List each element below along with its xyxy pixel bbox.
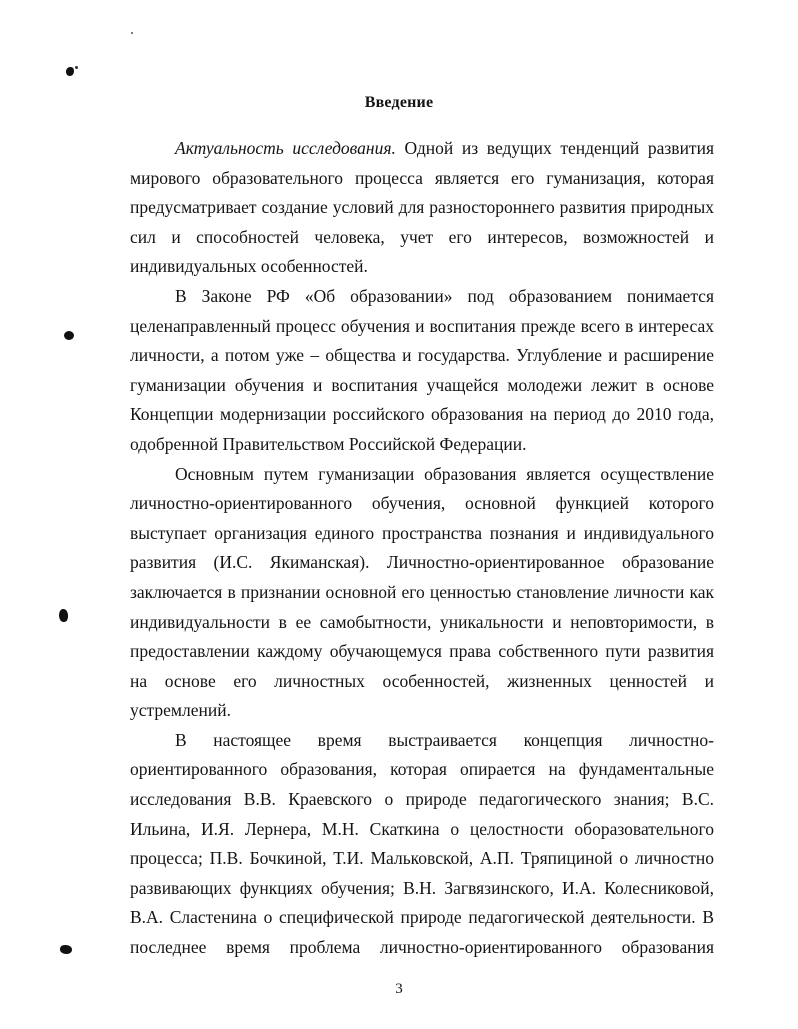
relevance-lead-italic: Актуальность исследования. (175, 138, 396, 158)
paragraph-law: В Законе РФ «Об образовании» под образованием понимается целенаправленный процесс обучения и воспитания прежде всего в интересах личности, а потом уже – общества и государства. Углубление и расширение гуманизации обучения и воспитания учащейся молодежи лежит в основе Концепции модернизации российского образования на период до 2010 года, одобренной Правительством Российской Федерации. (130, 285, 714, 454)
page-number: 3 (395, 981, 403, 997)
binding-hole-mark-1 (66, 67, 74, 76)
binding-hole-mark-3 (59, 609, 68, 622)
paragraph-text: Одной из ведущих тенденций развития мирового образовательного процесса является его гуманизация, которая предусматривает создание условий для разностороннего развития природных сил и способностей человека, учет его интересов, возможностей и индивидуальных особенностей. (130, 138, 714, 277)
scan-mark-top (131, 32, 133, 34)
binding-hole-mark-1b (75, 66, 78, 69)
binding-hole-mark-2 (64, 331, 74, 340)
paragraph-relevance (130, 134, 714, 282)
section-title: Введение (364, 94, 434, 111)
paragraph-main-way: Основным путем гуманизации образования является осуществление личностно-ориентированного обучения, основной функцией которого выступает организация единого пространства познания и индивидуального развития (И.С. Якиманская). Личностно-ориентированное образование заключается в признании основной его ценностью становление личности как индивидуальности в ее самобытности, уникальности и неповторимости, в предоставлении каждому обучающемуся права собственного пути развития на основе его личностных особенностей, жизненных ценностей и устремлений. (130, 463, 714, 721)
binding-hole-mark-4 (60, 945, 72, 954)
paragraph-current-time: В настоящее время выстраивается концепция личностно-ориентированного образования, которая опирается на фундаментальные исследования В.В. Краевского о природе педагогического знания; В.С. Ильина, И.Я. Лернера, М.Н. Скаткина о целостности оборазовательного процесса; П.В. Бочкиной, Т.И. Мальковской, А.П. Тряпициной о личностно развивающих функциях обучения; В.Н. Загвязинского, И.А. Колесниковой, В.А. Сластенина о специфической природе педагогической деятельности. В последнее время проблема личностно-ориентированного образования (130, 729, 714, 958)
document-body (130, 134, 714, 963)
